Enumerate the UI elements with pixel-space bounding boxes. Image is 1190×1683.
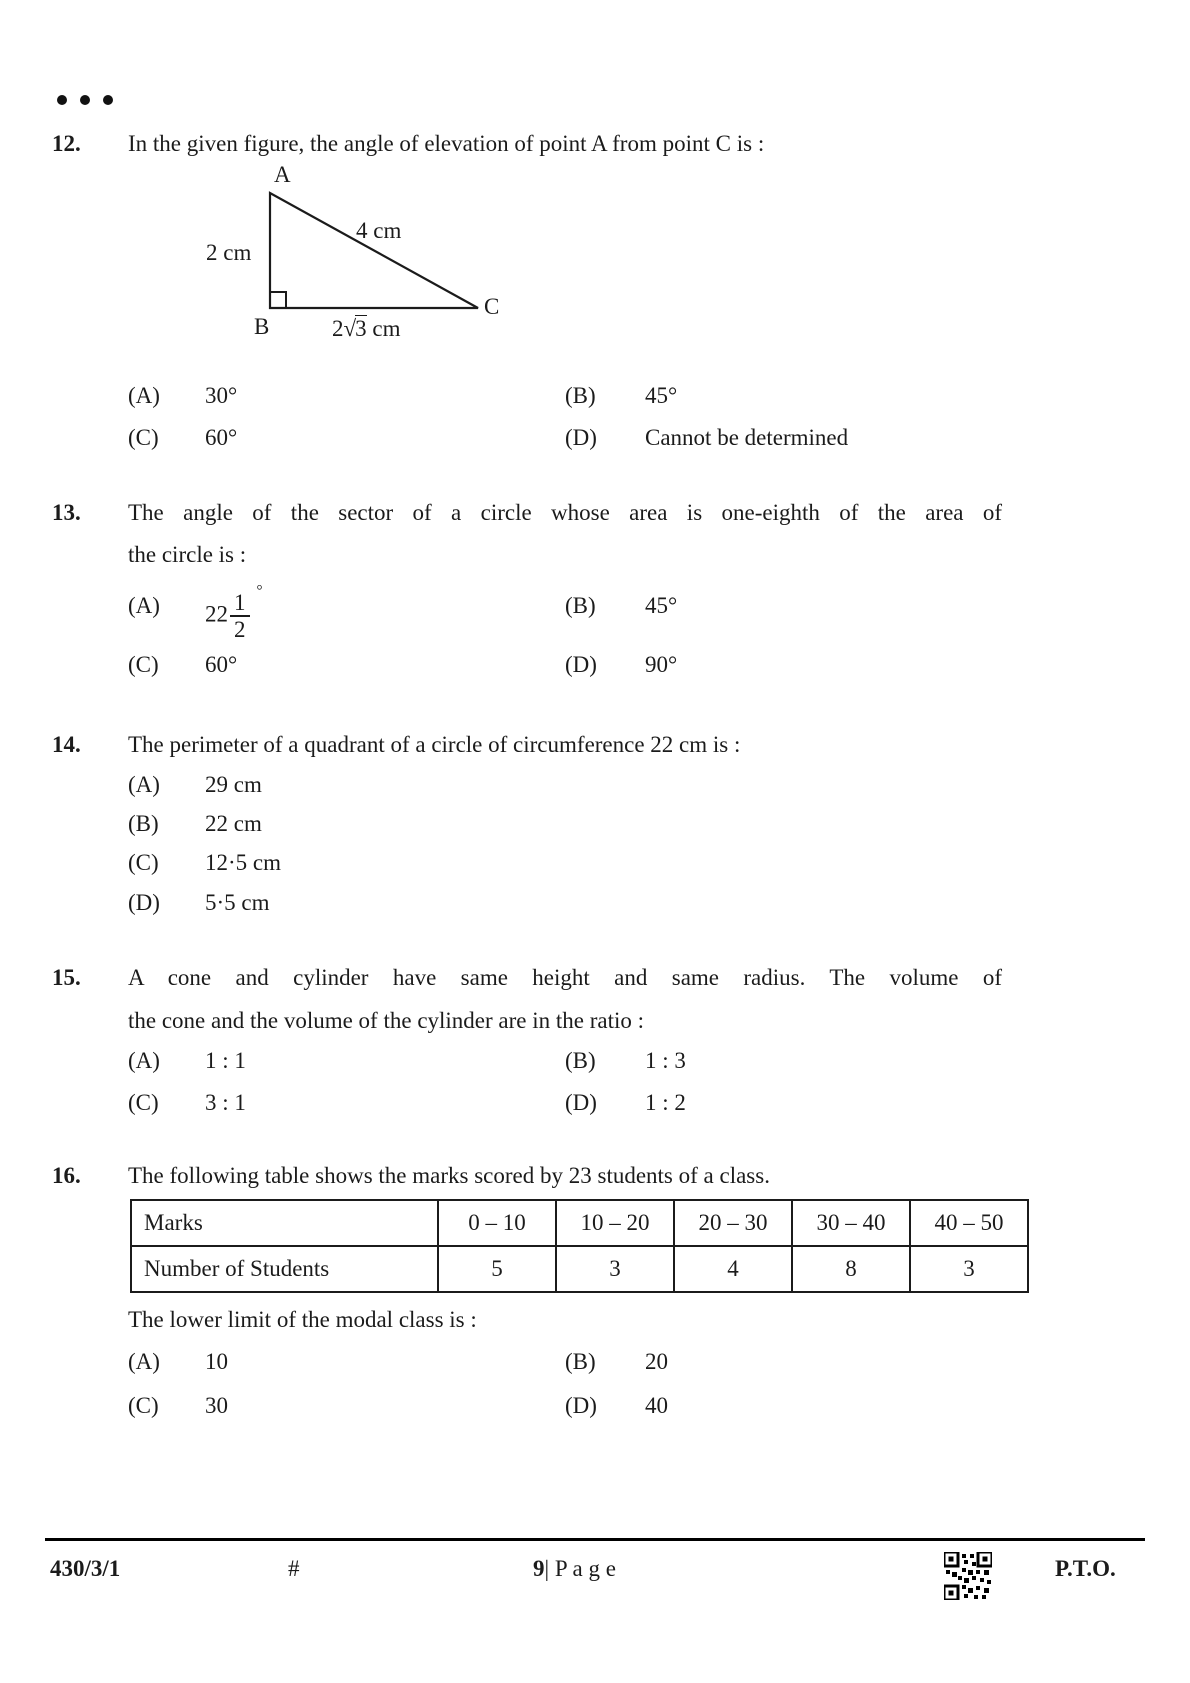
page-number: 9	[533, 1556, 545, 1581]
page-indicator	[533, 1554, 616, 1584]
option-value: 45°	[645, 593, 678, 618]
option-label: (B)	[565, 1048, 596, 1073]
q13-text-line2: the circle is :	[128, 542, 247, 567]
page-separator: |	[544, 1556, 550, 1581]
data-cell: 3	[556, 1246, 674, 1292]
fraction: 1 ° 2	[230, 591, 250, 642]
option-label: (C)	[128, 1090, 159, 1115]
q16-lead: The following table shows the marks scored by 23 students of a class.	[128, 1163, 770, 1188]
qr-code	[944, 1552, 992, 1600]
option-label: (C)	[128, 425, 159, 450]
option-value: 20	[645, 1349, 668, 1374]
option-label: (C)	[128, 652, 159, 677]
option-label: (B)	[565, 1349, 596, 1374]
side-bc-label: 2√3 cm	[332, 316, 401, 341]
option-label: (A)	[128, 772, 160, 797]
q12-number: 12.	[52, 131, 81, 156]
q12-text: In the given figure, the angle of elevation of point A from point C is :	[128, 131, 765, 156]
option-value: 1 : 2	[645, 1090, 686, 1115]
option-value: 30°	[205, 383, 238, 408]
option-label: (D)	[128, 890, 160, 915]
q15-number: 15.	[52, 965, 81, 990]
option-label: (B)	[565, 383, 596, 408]
q13-text-line1: The angle of the sector of a circle whose area is one-eighth of the area of	[128, 500, 1002, 525]
footer-hash: #	[288, 1556, 300, 1581]
q12-options-row-2	[128, 423, 1128, 453]
data-cell: 5	[438, 1246, 556, 1292]
q16-options-row-2	[128, 1391, 1128, 1421]
q14-option-d	[128, 888, 1128, 918]
header-cell: Marks	[131, 1200, 438, 1246]
option-value: 30	[205, 1393, 228, 1418]
header-cell: 10 – 20	[556, 1200, 674, 1246]
option-label: (C)	[128, 850, 159, 875]
data-cell: 4	[674, 1246, 792, 1292]
vertex-c-label: C	[484, 294, 500, 319]
option-value: 22 cm	[205, 811, 262, 836]
table-data-row	[131, 1246, 1028, 1292]
paper-code: 430/3/1	[50, 1556, 121, 1581]
header-cell: 20 – 30	[674, 1200, 792, 1246]
side-ab-label: 2 cm	[206, 240, 252, 265]
option-label: (A)	[128, 1349, 160, 1374]
q12-triangle-figure	[190, 160, 535, 365]
option-label: (D)	[565, 1393, 597, 1418]
option-label: (A)	[128, 593, 160, 618]
q16-subtext: The lower limit of the modal class is :	[128, 1307, 477, 1332]
q16-number: 16.	[52, 1163, 81, 1188]
pto-label: P.T.O.	[1055, 1556, 1116, 1581]
vertex-a-label: A	[274, 162, 291, 187]
q13-number: 13.	[52, 500, 81, 525]
marks-table	[130, 1199, 1029, 1293]
option-label: (A)	[128, 1048, 160, 1073]
option-value: 5·5 cm	[205, 890, 270, 915]
q13-options-row-1	[128, 583, 1128, 643]
option-value: 12·5 cm	[205, 850, 282, 875]
option-value: 60°	[205, 425, 238, 450]
data-cell: 8	[792, 1246, 910, 1292]
dot-icon	[57, 95, 67, 105]
dot-icon	[103, 95, 113, 105]
option-value-fraction: 22 1 ° 2	[205, 583, 263, 643]
option-label: (B)	[128, 811, 159, 836]
degree-symbol: °	[256, 583, 263, 599]
header-cell: 30 – 40	[792, 1200, 910, 1246]
page-word: P a g e	[554, 1556, 616, 1581]
option-value: 60°	[205, 652, 238, 677]
option-value: 3 : 1	[205, 1090, 246, 1115]
q14-option-b	[128, 809, 1128, 839]
data-cell: Number of Students	[131, 1246, 438, 1292]
option-value: Cannot be determined	[645, 425, 849, 450]
data-cell: 3	[910, 1246, 1028, 1292]
option-label: (D)	[565, 652, 597, 677]
radical-sign: √	[343, 316, 357, 341]
option-label: (D)	[565, 1090, 597, 1115]
option-label: (D)	[565, 425, 597, 450]
vertex-b-label: B	[254, 314, 270, 339]
option-value: 45°	[645, 383, 678, 408]
option-value: 10	[205, 1349, 228, 1374]
option-label: (A)	[128, 383, 160, 408]
q13-options-row-2	[128, 650, 1128, 680]
q15-text-line2: the cone and the volume of the cylinder are in the ratio :	[128, 1008, 645, 1033]
top-ellipsis	[57, 95, 127, 107]
q14-option-a	[128, 770, 1128, 800]
option-label: (C)	[128, 1393, 159, 1418]
q15-text-line1: A cone and cylinder have same height and same radius. The volume of	[128, 965, 1002, 990]
option-value: 40	[645, 1393, 668, 1418]
q12-options-row-1	[128, 381, 1128, 411]
dot-icon	[80, 95, 90, 105]
option-value: 1 : 3	[645, 1048, 686, 1073]
option-label: (B)	[565, 593, 596, 618]
side-ac-label: 4 cm	[356, 218, 402, 243]
option-value: 90°	[645, 652, 678, 677]
option-value: 1 : 1	[205, 1048, 246, 1073]
header-cell: 0 – 10	[438, 1200, 556, 1246]
table-header-row	[131, 1200, 1028, 1246]
q15-options-row-2	[128, 1088, 1128, 1118]
q16-options-row-1	[128, 1347, 1128, 1377]
header-cell: 40 – 50	[910, 1200, 1028, 1246]
q15-options-row-1	[128, 1046, 1128, 1076]
q14-option-c	[128, 848, 1128, 878]
option-value: 29 cm	[205, 772, 262, 797]
q14-text: The perimeter of a quadrant of a circle of circumference 22 cm is :	[128, 732, 741, 757]
q14-number: 14.	[52, 732, 81, 757]
footer-divider	[45, 1538, 1145, 1541]
